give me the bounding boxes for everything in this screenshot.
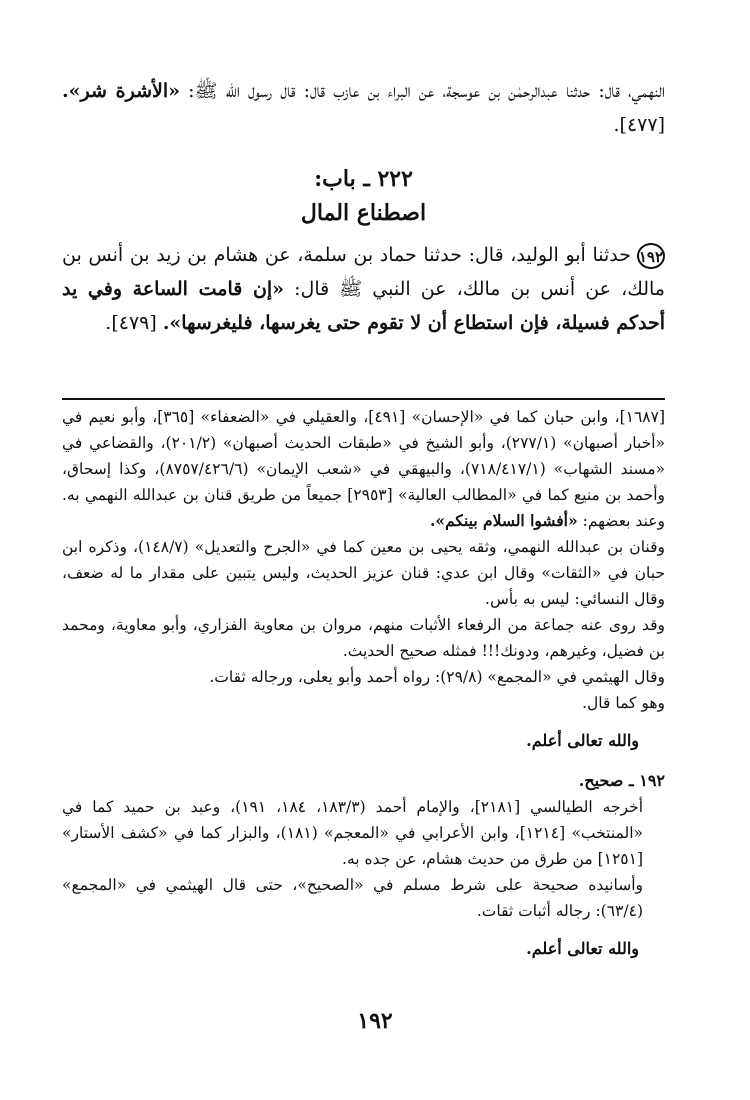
note-paragraph-7: وأسانيده صحيحة على شرط مسلم في «الصحيح»، حتى قال الهيثمي في «المجمع» (٦٣/٤): رجاله أثبات ثقات. [62,876,643,920]
closing-phrase-1: والله تعالى أعلم. [526,731,639,750]
note-paragraph-5: وهو كما قال. [582,694,665,712]
hadith-quote: «إن قامت الساعة وفي يد أحدكم فسيلة، فإن استطاع أن لا تقوم حتى يغرسها، فليغرسها». [62,278,665,334]
footnote-divider [62,398,665,400]
note-1-text: [١٦٨٧]، وابن حبان كما في «الإحسان» [٤٩١]، والعقيلي في «الضعفاء» [٣٦٥]، وأبو نعيم في «أخبار أصبهان» (٢٧٧/١)، وأبو الشيخ في «طبقات الحديث أصبهان» (٢٠١/٢)، والقضاعي في «مسند الشهاب» (٧١٨/٤١٧/١)، والبيهقي في «شعب الإيمان» (٨٧٥٧/٤٢٦/٦)، وكذا إسحاق، وأحمد بن منيع كما في «المطالب العالية» [٢٩٥٣] جميعاً من طريق قنان بن عبدالله النهمي به. وعند بعضهم: [62,408,666,530]
hadith-paragraph [62,238,665,340]
hadith-ref: [٤٧٩]. [105,312,163,334]
note-paragraph-1 [62,404,665,534]
footnotes [62,404,665,962]
continuation-text: النهمي، قال: حدثنا عبدالرحمٰن بن عوسجة، عن البراء بن عازب قال: قال رسول الله ﷺ: [180,80,666,102]
continuation-paragraph [62,74,665,142]
note-paragraph-2: وقنان بن عبدالله النهمي، وثقه يحيى بن معين كما في «الجرح والتعديل» (١٤٨/٧)، وذكره ابن حبان في «الثقات» وقال ابن عدي: قنان عزيز الحديث، وليس يتبين على مقدار ما له ضعف، وقال النسائي: ليس به بأس. [62,538,665,608]
note-paragraph-3: وقد روى عنه جماعة من الرفعاء الأثبات منهم، مروان بن معاوية الفزاري، وأبو معاوية، ومحمد بن فضيل، وغيرهم، ودونك!!! فمثله صحيح الحديث. [62,616,665,660]
chapter-title: اصطناع المال [300,200,427,226]
continuation-quote: «الأشرة شر». [62,80,180,102]
main-text [62,74,665,340]
note-paragraph-4: وقال الهيثمي في «المجمع» (٢٩/٨): رواه أحمد وأبو يعلى، ورجاله ثقات. [209,668,665,686]
closing-phrase-2: والله تعالى أعلم. [526,939,639,958]
hadith-grade-heading: ١٩٢ ـ صحيح. [578,771,665,790]
hadith-text: حدثنا أبو الوليد، قال: حدثنا حماد بن سلمة، عن هشام بن زيد بن أنس بن مالك، عن أنس بن مالك، عن النبي ﷺ قال: [62,244,665,300]
continuation-ref: [٤٧٧]. [613,114,665,136]
note-paragraph-6: أخرجه الطيالسي [٢١٨١]، والإمام أحمد (١٨٣/٣، ١٨٤، ١٩١)، وعبد بن حميد كما في «المنتخب» [١٢١٤]، وابن الأعرابي في «المعجم» (١٨١)، والبزار كما في «كشف الأستار» [١٢٥١] من طرق من حديث هشام، عن جده به. [62,798,643,868]
note-1-bold: «أفشوا السلام بينكم». [430,511,578,530]
hadith-number-badge: ١٩٢ [637,243,665,269]
chapter-number: ٢٢٢ ـ باب: [314,166,413,192]
page-number: ١٩٢ [357,1008,393,1034]
